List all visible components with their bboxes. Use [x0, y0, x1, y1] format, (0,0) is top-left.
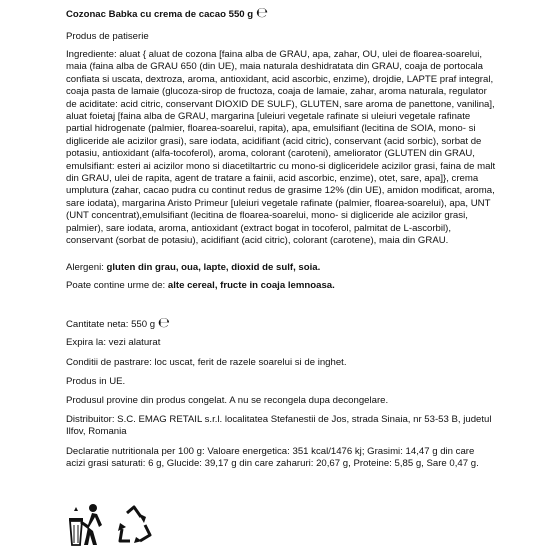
allergens-line: Alergeni: gluten din grau, oua, lapte, dioxid de sulf, soia.	[66, 262, 321, 273]
distributor-line: Distribuitor: S.C. EMAG RETAIL s.r.l. localitatea Stefanestii de Jos, strada Sinaia, nr 53-53 B, judetul Ilfov, Romania	[66, 414, 492, 438]
estimate-mark: ℮	[255, 5, 268, 21]
estimate-mark: ℮	[157, 315, 170, 331]
expiry-line: Expira la: vezi alaturat	[66, 337, 161, 348]
net-quantity: Cantitate neta: 550 g ℮	[66, 315, 170, 331]
recycling-icon	[112, 503, 156, 547]
nutrition-declaration: Declaratie nutritionala per 100 g: Valoare energetica: 351 kcal/1476 kj; Grasimi: 14,47 g din care acizi grasi saturati: 6 g, Glucide: 39,17 g din care zaharuri: 20,67 g, Proteine: 5,85 g, Sare 0,47 g.	[66, 446, 479, 470]
tidyman-litter-icon	[66, 503, 108, 547]
product-title: Cozonac Babka cu crema de cacao 550 g ℮	[66, 5, 268, 21]
product-category: Produs de patiserie	[66, 31, 149, 42]
disposal-icons	[66, 503, 186, 547]
traces-line: Poate contine urme de: alte cereal, fructe in coaja lemnoasa.	[66, 280, 335, 291]
storage-line: Conditii de pastrare: loc uscat, ferit de razele soarelui si de inghet.	[66, 357, 347, 368]
origin-line: Produs in UE.	[66, 376, 126, 387]
frozen-note: Produsul provine din produs congelat. A nu se recongela dupa decongelare.	[66, 395, 389, 406]
ingredients-text: Ingrediente: aluat { aluat de cozona [faina alba de GRAU, apa, zahar, OU, ulei de floarea-soarelui, maia (faina alba de GRAU 650 (din UE), maia naturala deshidratata din GRAU, coaja de portocala confiata si uscata, dextroza, aroma, antioxidant, acid ascorbic, enzime), drojdie, LAPTE praf integral, coaja pasta de lamaie (glucoza-sirop de fructoza, coaja de lamaie, zahar, aroma naturala, regulator de aciditate: acid citric, conservant DIOXID DE SULF), GLUTEN, sare aroma de panettone, vanilina], aluat foietaj [faina alba de GRAU, margarina [uleiuri vegetale rafinate si uleiuri vegetale rafinate partial hidrogenate (palmier, floarea-soarelui, rapita), apa, emulsifiant (lecitina de SOIA, mono- si digliceride ale acizilor grasi), sare iodata, acidifiant (acid citric), conservant (acid sorbic), sorbat de potasiu, antioxidant (alfa-tocoferol), aroma, colorant (caroteni), ameliorator (GLUTEN din GRAU, emulsifiant: esteri ai acizilor mono si diacetiltartric cu mono-si digliceridele acizilor grasi, faina de malt din GRAU, ulei de rapita, agent de tratare a fainii, acid ascorbic, enzime), otet, sare, apa]}, crema umplutura (zahar, cacao pudra cu continut redus de grasime 12% (din UE), amidon modificat, aroma, sare iodata), margarina Aristo Primeur [uleiuri vegetale rafinate (palmier, floarea-soarelui), apa, UNT (UNT concentrat),emulsifiant (lecitina de floarea-soarelui, mono- si digliceride ale acizilor grasi, palmier), sare iodata, aroma, antioxidant (extract bogat in tocoferol, palmitat de L-ascorbil), conservant (sorbat de potasiu), acidifiant (acid citric), colorant (carotene), maia din GRAU.	[66, 49, 496, 247]
